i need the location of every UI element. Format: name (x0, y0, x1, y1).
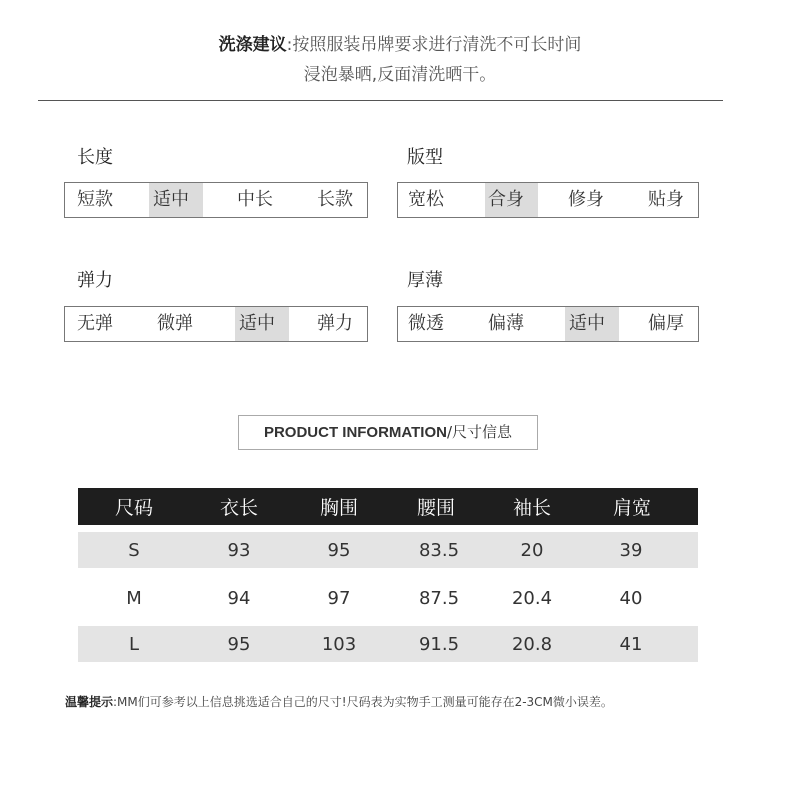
attr-label-elasticity: 弹力 (77, 270, 113, 291)
option-no-stretch: 无弹 (77, 313, 113, 334)
care-line-1 (0, 30, 800, 60)
option-long: 长款 (317, 189, 353, 210)
product-info-zh: /尺寸信息 (446, 423, 513, 441)
option-thin: 偏薄 (488, 313, 524, 334)
attr-label-length: 长度 (77, 147, 113, 168)
tip-label: 温馨提示 (65, 695, 114, 709)
header-sleeve: 袖长 (512, 497, 551, 519)
attr-scale-fit (397, 182, 699, 218)
care-text-1: :按照服装吊牌要求进行清洗不可长时间 (286, 35, 582, 55)
product-info-en: PRODUCT INFORMATION (263, 424, 447, 441)
option-thick: 偏厚 (648, 313, 684, 334)
cell-length: 95 (227, 633, 251, 655)
product-info-title (238, 415, 538, 450)
attr-scale-thickness (397, 306, 699, 342)
divider (38, 100, 723, 101)
header-size: 尺码 (114, 497, 153, 519)
option-moderate-thickness-selected: 适中 (565, 307, 619, 341)
cell-length: 93 (227, 539, 251, 561)
cell-waist: 87.5 (418, 587, 460, 609)
cell-chest: 95 (327, 539, 351, 561)
option-medium-selected: 适中 (149, 183, 203, 217)
cell-chest: 97 (327, 587, 351, 609)
cell-waist: 91.5 (418, 633, 460, 655)
table-row (78, 580, 698, 616)
attr-scale-length (64, 182, 368, 218)
cell-sleeve: 20.4 (511, 587, 553, 609)
option-regular-selected: 合身 (485, 183, 538, 217)
cell-length: 94 (227, 587, 251, 609)
cell-sleeve: 20.8 (511, 633, 553, 655)
cell-size: L (128, 633, 140, 655)
cell-chest: 103 (321, 633, 357, 655)
cell-waist: 83.5 (418, 539, 460, 561)
tip-note (65, 693, 613, 710)
cell-shoulder: 40 (619, 587, 643, 609)
care-line-2: 浸泡暴晒,反面清洗晒干。 (303, 65, 497, 85)
option-mid-long: 中长 (237, 189, 273, 210)
cell-shoulder: 39 (619, 539, 643, 561)
option-slight-stretch: 微弹 (157, 313, 193, 334)
option-slim: 修身 (568, 189, 604, 210)
table-row (78, 626, 698, 662)
table-row (78, 532, 698, 568)
care-label: 洗涤建议 (218, 35, 287, 55)
cell-size: M (126, 587, 142, 609)
care-instructions (0, 30, 800, 90)
option-loose: 宽松 (408, 189, 444, 210)
option-tight: 贴身 (648, 189, 684, 210)
attr-label-fit: 版型 (407, 147, 443, 168)
option-moderate-selected: 适中 (235, 307, 289, 341)
option-sheer: 微透 (408, 313, 444, 334)
header-waist: 腰围 (416, 497, 455, 519)
header-chest: 胸围 (319, 497, 358, 519)
cell-sleeve: 20 (520, 539, 544, 561)
size-table-header (78, 488, 698, 525)
cell-shoulder: 41 (619, 633, 643, 655)
header-shoulder: 肩宽 (612, 497, 651, 519)
cell-size: S (128, 539, 140, 561)
attr-label-thickness: 厚薄 (407, 270, 443, 291)
attr-scale-elasticity (64, 306, 368, 342)
header-length: 衣长 (219, 497, 258, 519)
tip-text: :MM们可参考以上信息挑选适合自己的尺寸!尺码表为实物手工测量可能存在2-3CM微小误差。 (113, 695, 613, 709)
option-stretch: 弹力 (317, 313, 353, 334)
option-short: 短款 (77, 189, 113, 210)
